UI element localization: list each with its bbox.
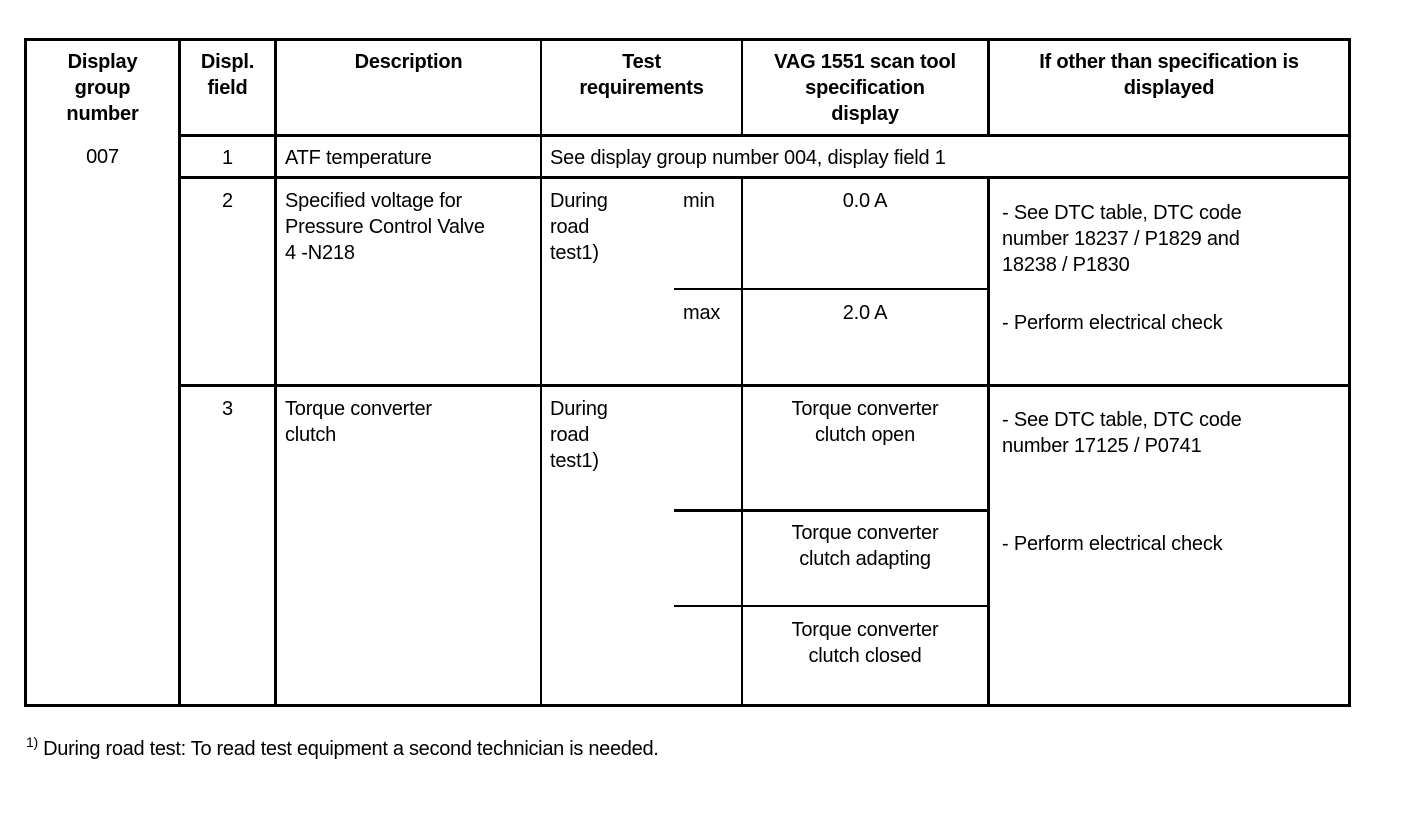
row1-bottom-rule xyxy=(178,176,1351,179)
row1-note: See display group number 004, display field 1 xyxy=(550,147,946,169)
row3-state-adapting: Torque converter clutch adapting xyxy=(791,522,939,570)
row3-state-closed: Torque converter clutch closed xyxy=(791,619,939,667)
row2-limit-min-value: 0.0 A xyxy=(842,190,888,212)
header-bottom-rule xyxy=(178,134,1351,137)
table-border-right xyxy=(1348,38,1351,707)
row3-description: Torque converter clutch xyxy=(285,398,432,446)
col-sep-3 xyxy=(540,38,542,707)
row2-remedy-dtc: - See DTC table, DTC code number 18237 / P1829 and 18238 / P1830 xyxy=(1002,202,1242,276)
table-border-bottom xyxy=(24,704,1351,707)
header-description: Description xyxy=(354,51,463,73)
header-if-other: If other than specification is displayed xyxy=(1039,51,1299,99)
row2-field: 2 xyxy=(222,190,233,212)
row2-test-requirement: During road test1) xyxy=(550,190,608,264)
row2-limit-max-value: 2.0 A xyxy=(842,302,888,324)
header-displ-field: Displ. field xyxy=(200,51,255,99)
row2-bottom-rule xyxy=(178,384,1351,387)
row2-inner-rule xyxy=(674,288,990,290)
row2-description: Specified voltage for Pressure Control Valve 4 -N218 xyxy=(285,190,485,264)
row3-field: 3 xyxy=(222,398,233,420)
group-number: 007 xyxy=(86,146,119,168)
row2-limit-max-label: max xyxy=(683,302,721,324)
row3-test-requirement: During road test1) xyxy=(550,398,608,472)
table-border-top xyxy=(24,38,1351,41)
row3-remedy-dtc: - See DTC table, DTC code number 17125 / P0741 xyxy=(1002,409,1242,457)
table-border-left xyxy=(24,38,27,707)
col-sep-5-body xyxy=(987,177,990,707)
header-test-requirements: Test requirements xyxy=(579,51,704,99)
footnote-text: During road test: To read test equipment a second technician is needed. xyxy=(43,738,659,760)
row1-description: ATF temperature xyxy=(285,147,432,169)
row3-state-open: Torque converter clutch open xyxy=(791,398,939,446)
col-sep-2 xyxy=(274,38,277,707)
footnote-marker: 1) xyxy=(26,734,38,750)
row3-inner-rule-1 xyxy=(674,509,990,512)
row2-remedy-electrical: - Perform electrical check xyxy=(1002,312,1223,334)
row3-remedy-electrical: - Perform electrical check xyxy=(1002,533,1223,555)
row2-limit-min-label: min xyxy=(683,190,715,212)
footnote xyxy=(26,736,659,763)
col-sep-1 xyxy=(178,38,181,707)
row3-inner-rule-2 xyxy=(674,605,990,607)
header-display-group-number: Display group number xyxy=(66,51,139,125)
header-specification-display: VAG 1551 scan tool specification display xyxy=(774,51,956,125)
row1-field: 1 xyxy=(222,147,233,169)
